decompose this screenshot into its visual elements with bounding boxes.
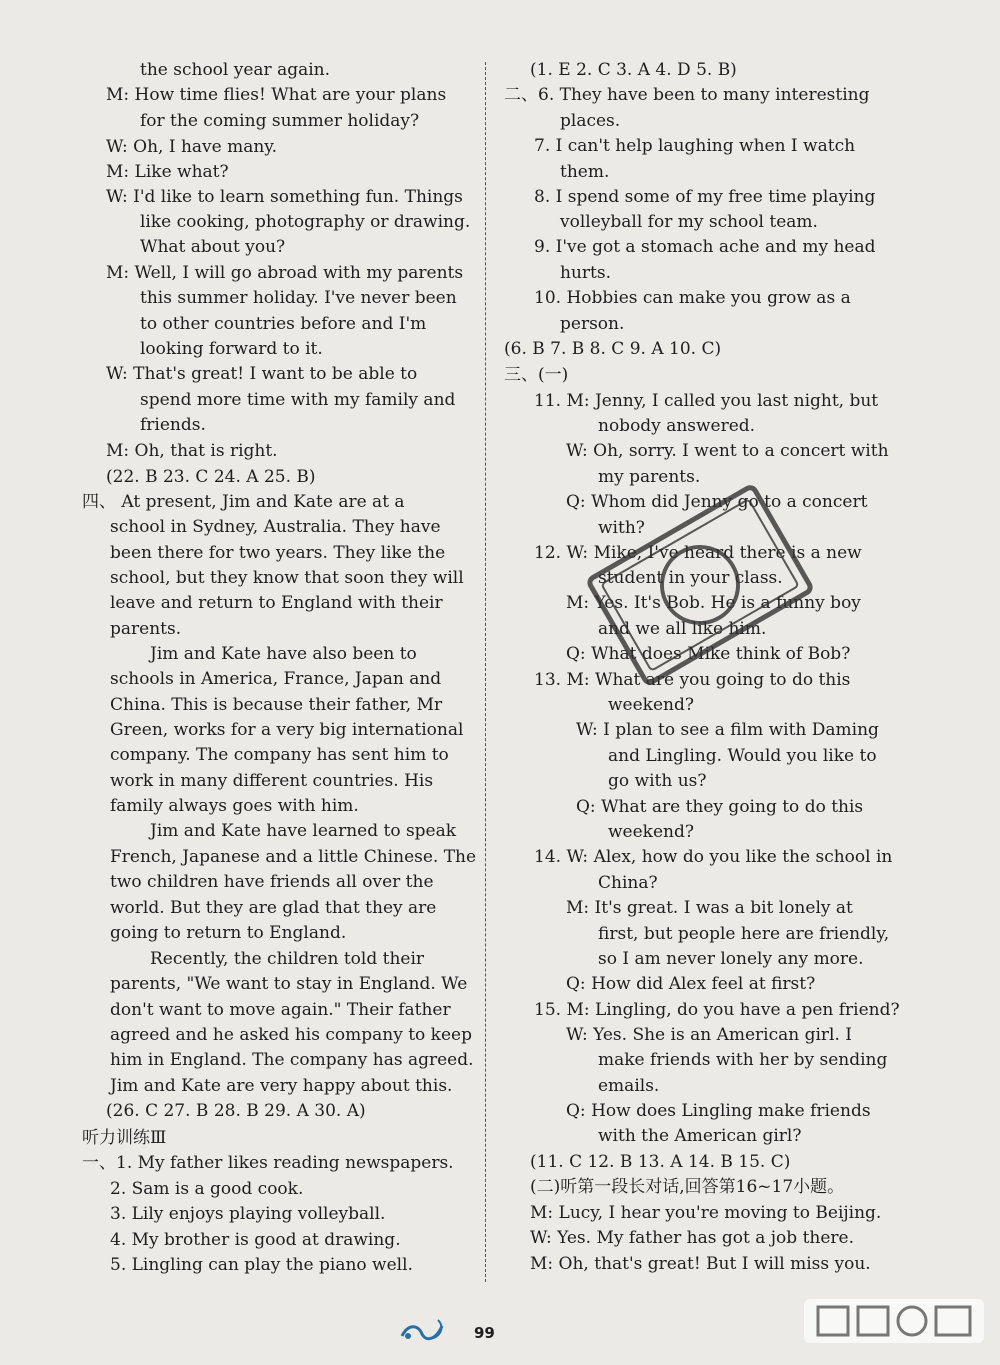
text-line: to other countries before and I'm — [140, 314, 427, 334]
text-line: schools in America, France, Japan and — [110, 669, 442, 689]
text-line: (26. C 27. B 28. B 29. A 30. A) — [106, 1101, 366, 1121]
text-line: M: Oh, that is right. — [106, 441, 278, 461]
text-line: 9. I've got a stomach ache and my head — [534, 237, 876, 257]
text-line: (11. C 12. B 13. A 14. B 15. C) — [530, 1152, 791, 1172]
text-line: don't want to move again." Their father — [110, 1000, 451, 1020]
text-line: leave and return to England with their — [110, 593, 443, 613]
text-line: Jim and Kate have learned to speak — [150, 821, 457, 841]
text-line: 三、(一) — [504, 365, 569, 385]
text-line: French, Japanese and a little Chinese. The — [110, 847, 477, 867]
text-line: M: Like what? — [106, 162, 229, 182]
text-line: him in England. The company has agreed. — [110, 1050, 474, 1070]
text-line: go with us? — [608, 771, 707, 791]
text-line: China. This is because their father, Mr — [110, 695, 443, 715]
text-line: W: I'd like to learn something fun. Things — [106, 187, 463, 207]
text-line: 11. M: Jenny, I called you last night, but — [534, 391, 879, 411]
text-line: weekend? — [608, 822, 694, 842]
text-line: agreed and he asked his company to keep — [110, 1025, 472, 1045]
text-line: M: Oh, that's great! But I will miss you. — [530, 1254, 871, 1274]
text-line: (22. B 23. C 24. A 25. B) — [106, 467, 316, 487]
text-line: work in many different countries. His — [110, 771, 434, 791]
text-line: (二)听第一段长对话,回答第16~17小题。 — [530, 1177, 845, 1197]
text-line: Q: What does Mike think of Bob? — [566, 644, 851, 664]
text-line: going to return to England. — [110, 923, 347, 943]
text-line: family always goes with him. — [110, 796, 359, 816]
text-line: Q: Whom did Jenny go to a concert — [566, 492, 868, 512]
text-line: 四、 At present, Jim and Kate are at a — [82, 492, 405, 512]
text-line: looking forward to it. — [140, 339, 323, 359]
text-line: (1. E 2. C 3. A 4. D 5. B) — [530, 60, 737, 80]
text-line: volleyball for my school team. — [560, 212, 818, 232]
text-line: 8. I spend some of my free time playing — [534, 187, 876, 207]
stamp-seal — [543, 428, 857, 742]
text-line: world. But they are glad that they are — [110, 898, 437, 918]
text-line: 13. M: What are you going to do this — [534, 670, 851, 690]
text-line: places. — [560, 111, 621, 131]
text-line: 听力训练Ⅲ — [82, 1128, 167, 1148]
text-line: for the coming summer holiday? — [140, 111, 420, 131]
text-line: emails. — [598, 1076, 660, 1096]
text-line: 3. Lily enjoys playing volleyball. — [110, 1204, 386, 1224]
text-line: 14. W: Alex, how do you like the school in — [534, 847, 893, 867]
text-line: friends. — [140, 415, 206, 435]
text-line: this summer holiday. I've never been — [140, 288, 457, 308]
text-line: school in Sydney, Australia. They have — [110, 517, 441, 537]
text-line: hurts. — [560, 263, 611, 283]
text-line: China? — [598, 873, 658, 893]
text-line: so I am never lonely any more. — [598, 949, 864, 969]
text-line: Q: How does Lingling make friends — [566, 1101, 871, 1121]
text-line: my parents. — [598, 467, 701, 487]
text-line: two children have friends all over the — [110, 872, 434, 892]
column-divider — [485, 62, 486, 1282]
text-line: 4. My brother is good at drawing. — [110, 1230, 401, 1250]
text-line: W: Yes. She is an American girl. I — [566, 1025, 853, 1045]
text-line: Recently, the children told their — [150, 949, 425, 969]
text-line: Jim and Kate have also been to — [150, 644, 417, 664]
text-line: 7. I can't help laughing when I watch — [534, 136, 856, 156]
text-line: person. — [560, 314, 625, 334]
text-line: W: Yes. My father has got a job there. — [530, 1228, 855, 1248]
text-line: first, but people here are friendly, — [598, 924, 890, 944]
text-line: and we all like him. — [598, 619, 767, 639]
page-number: 99 — [474, 1324, 495, 1342]
text-line: What about you? — [140, 237, 286, 257]
text-line: parents, "We want to stay in England. We — [110, 974, 468, 994]
text-line: (6. B 7. B 8. C 9. A 10. C) — [504, 339, 722, 359]
text-line: parents. — [110, 619, 182, 639]
text-line: W: That's great! I want to be able to — [106, 364, 418, 384]
leaf-ornament-icon — [398, 1316, 448, 1344]
text-line: nobody answered. — [598, 416, 756, 436]
text-line: the school year again. — [140, 60, 331, 80]
text-line: like cooking, photography or drawing. — [140, 212, 471, 232]
text-line: 2. Sam is a good cook. — [110, 1179, 304, 1199]
text-line: 12. W: Mike, I've heard there is a new — [534, 543, 862, 563]
text-line: weekend? — [608, 695, 694, 715]
text-line: M: Yes. It's Bob. He is a funny boy — [566, 593, 861, 613]
text-line: been there for two years. They like the — [110, 543, 446, 563]
text-line: Q: What are they going to do this — [576, 797, 864, 817]
text-line: company. The company has sent him to — [110, 745, 449, 765]
text-line: Green, works for a very big international — [110, 720, 464, 740]
text-line: school, but they know that soon they will — [110, 568, 464, 588]
text-line: and Lingling. Would you like to — [608, 746, 877, 766]
text-line: Q: How did Alex feel at first? — [566, 974, 816, 994]
text-line: W: I plan to see a film with Daming — [576, 720, 879, 740]
text-line: Jim and Kate are very happy about this. — [110, 1076, 453, 1096]
text-line: 一、1. My father likes reading newspapers. — [82, 1153, 454, 1173]
text-line: M: Lucy, I hear you're moving to Beijing. — [530, 1203, 882, 1223]
text-line: student in your class. — [598, 568, 783, 588]
text-line: M: Well, I will go abroad with my parents — [106, 263, 464, 283]
text-line: M: How time flies! What are your plans — [106, 85, 447, 105]
text-line: M: It's great. I was a bit lonely at — [566, 898, 853, 918]
text-line: them. — [560, 162, 610, 182]
text-line: 10. Hobbies can make you grow as a — [534, 288, 851, 308]
text-line: 15. M: Lingling, do you have a pen friend? — [534, 1000, 900, 1020]
text-line: W: Oh, sorry. I went to a concert with — [566, 441, 889, 461]
text-line: spend more time with my family and — [140, 390, 456, 410]
text-line: with the American girl? — [598, 1126, 802, 1146]
text-line: 5. Lingling can play the piano well. — [110, 1255, 413, 1275]
text-line: W: Oh, I have many. — [106, 137, 278, 157]
text-line: 二、6. They have been to many interesting — [504, 85, 870, 105]
watermark-logo — [794, 1291, 994, 1361]
text-line: with? — [598, 518, 645, 538]
text-line: make friends with her by sending — [598, 1050, 888, 1070]
